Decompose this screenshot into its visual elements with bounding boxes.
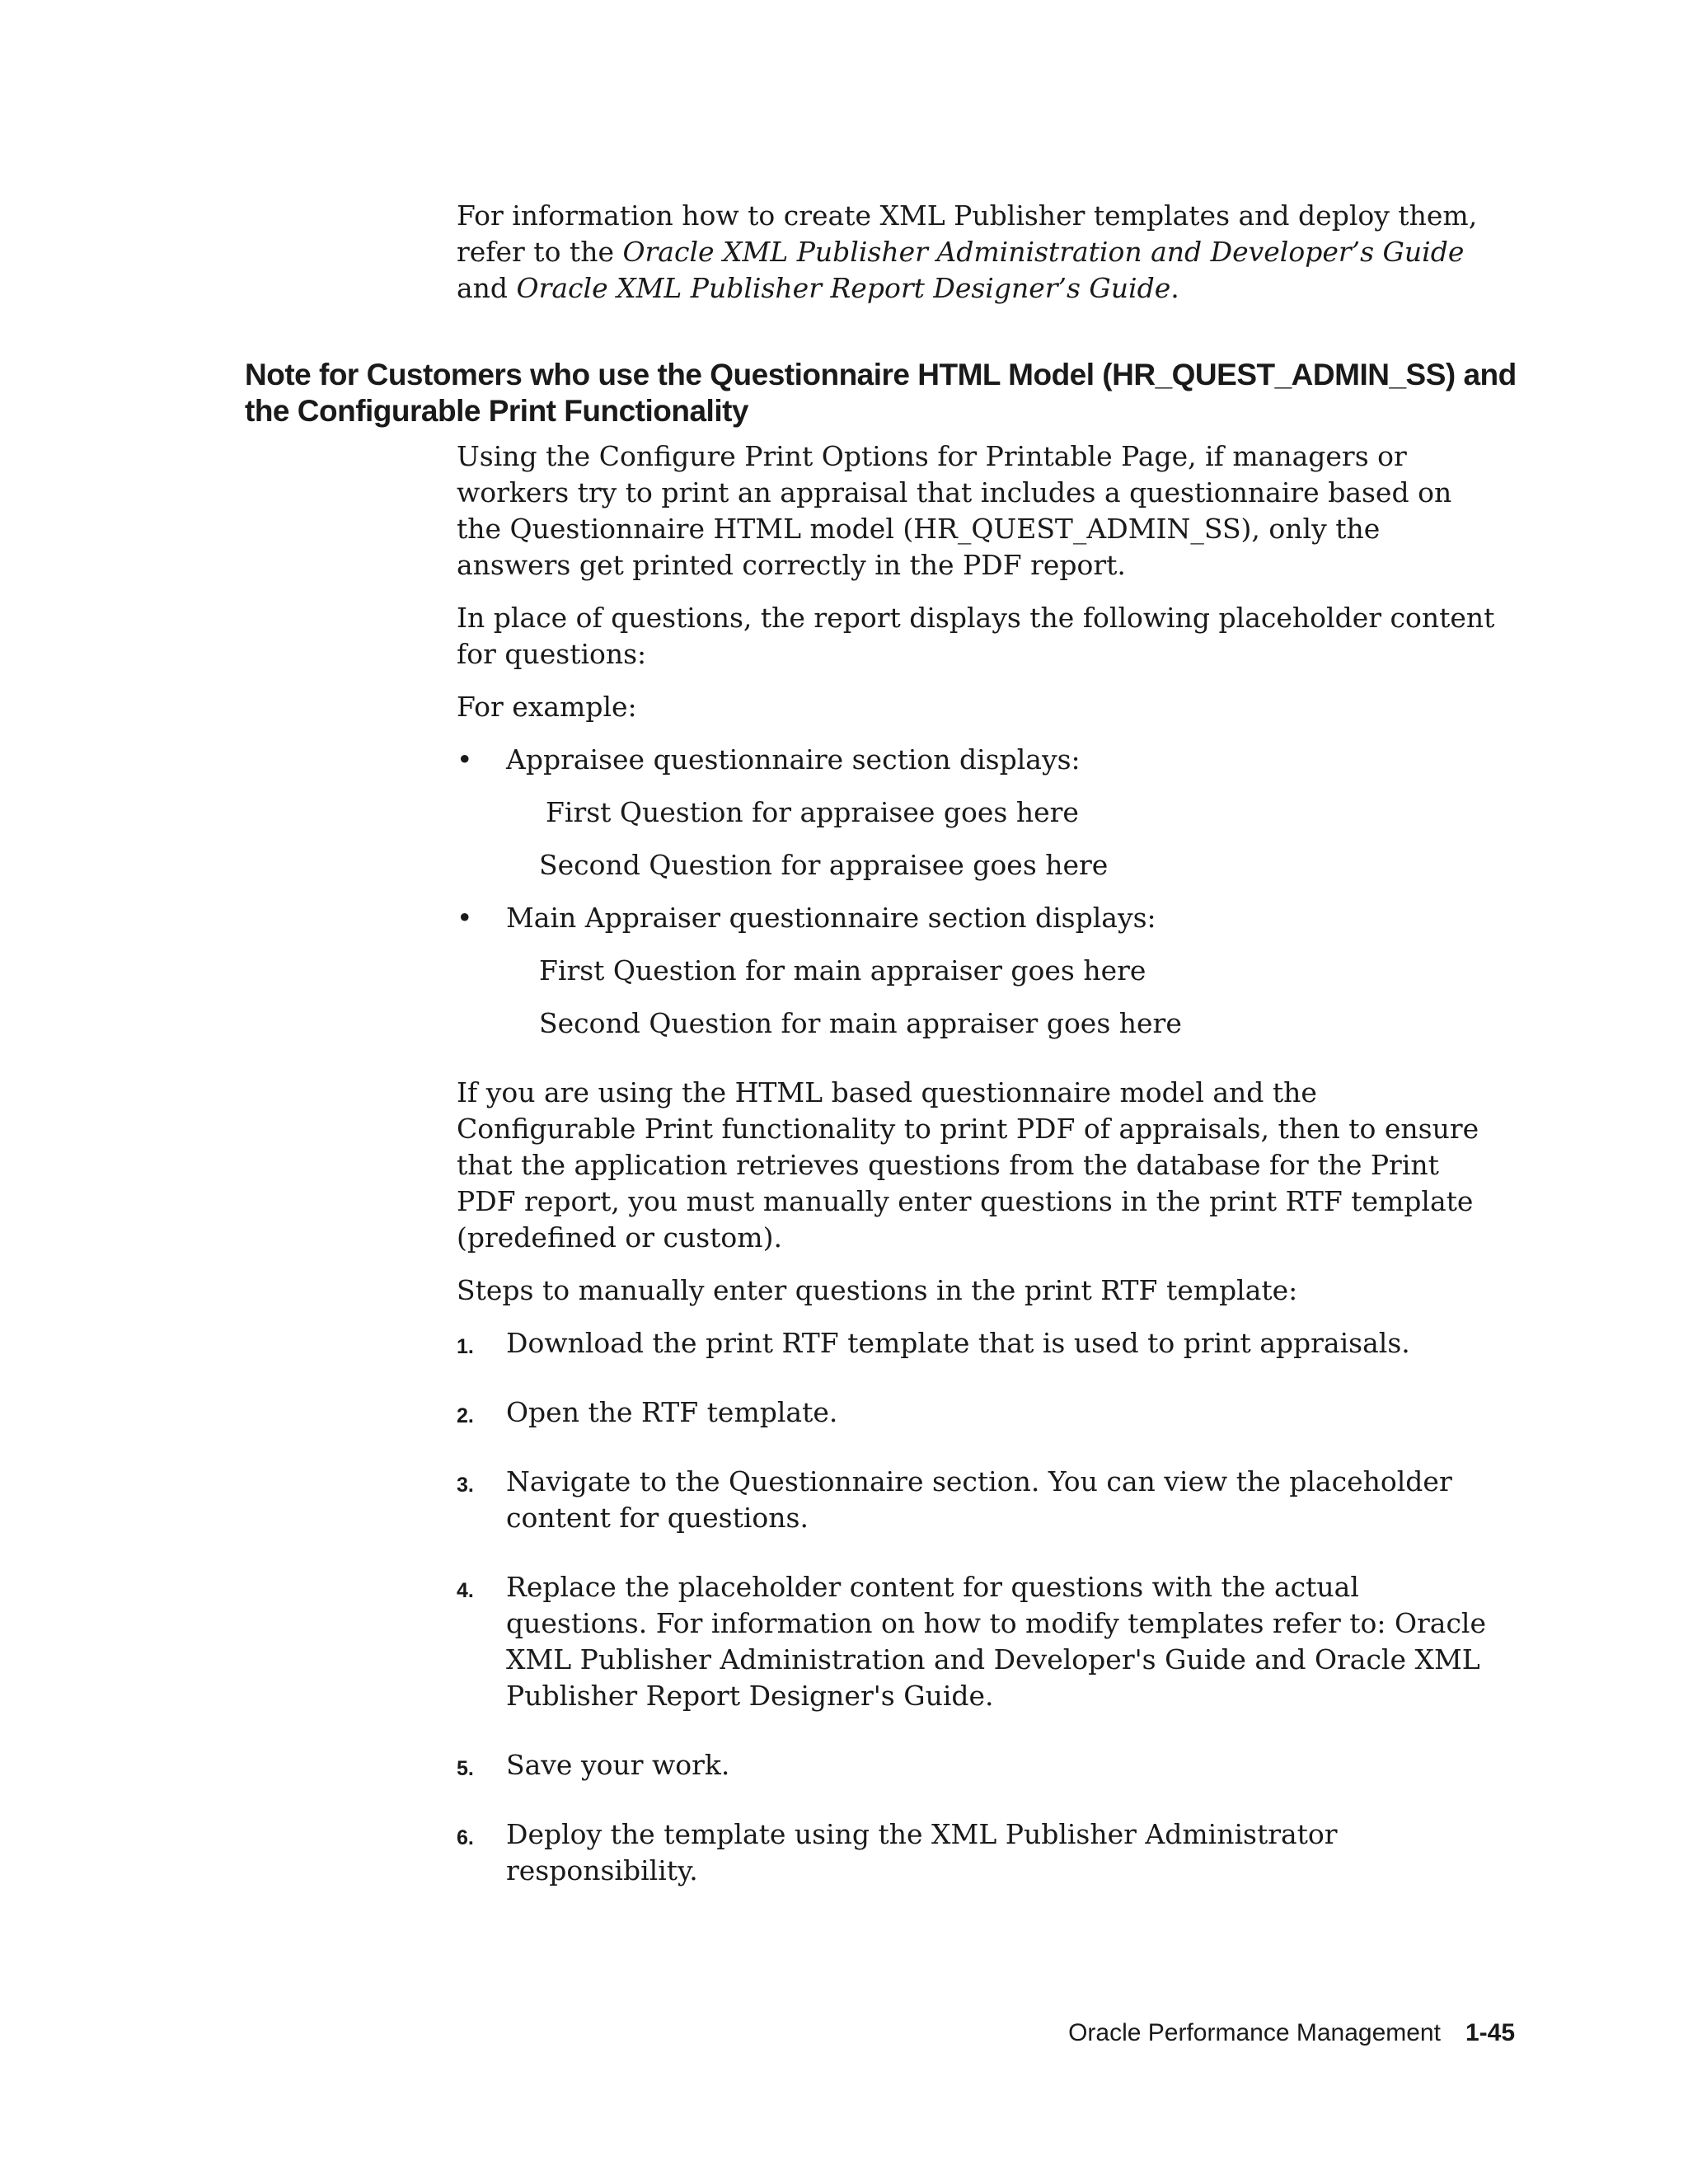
paragraph-steps-intro: Steps to manually enter questions in the print RTF template: — [457, 1274, 1298, 1306]
step-text: Open the RTF template. — [506, 1396, 838, 1428]
paragraph-configure-print: Using the Configure Print Options for Printable Page, if managers or workers try to print an appraisal that includes a questionnaire based on the Questionnaire HTML model (HR_QUEST_ADMIN_SS), only the answers get printed correctly in the PDF report. — [457, 440, 1452, 581]
appraisee-question-list — [506, 794, 1495, 883]
step-item — [457, 1816, 1495, 1889]
step-number: 5. — [457, 1757, 474, 1780]
intro-and: and — [457, 272, 517, 304]
main-appraiser-question-list — [506, 953, 1495, 1042]
list-item: Second Question for main appraiser goes here — [539, 1007, 1182, 1039]
list-item: First Question for appraisee goes here — [546, 796, 1079, 828]
step-item — [457, 1464, 1495, 1536]
bullet-label: Main Appraiser questionnaire section displays: — [506, 902, 1156, 934]
step-item — [457, 1394, 1495, 1431]
guide-title-admin: Oracle XML Publisher Administration and Developer’s Guide — [622, 236, 1465, 268]
steps-list — [457, 1325, 1495, 1889]
footer-book-title: Oracle Performance Management — [1068, 2019, 1441, 2046]
paragraph-example: For example: — [457, 691, 637, 723]
page-number: 1-45 — [1465, 2019, 1515, 2046]
step-number: 6. — [457, 1826, 474, 1849]
bullet-item-appraisee — [457, 742, 1495, 883]
guide-title-designer: Oracle XML Publisher Report Designer’s Guide — [516, 272, 1171, 304]
step-text: Deploy the template using the XML Publisher Administrator responsibility. — [506, 1818, 1338, 1886]
intro-period: . — [1170, 272, 1179, 304]
step-text: Replace the placeholder content for questions with the actual questions. For information on how to modify templates refer to: Oracle XML Publisher Administration and Developer's Guide and Oracle XML Publisher Report Designer's Guide. — [506, 1571, 1487, 1712]
intro-paragraph — [457, 198, 1495, 307]
bullet-marker: • — [457, 902, 473, 934]
section-body — [457, 438, 1495, 1922]
page-footer — [1068, 2019, 1515, 2047]
step-number: 3. — [457, 1474, 474, 1497]
step-number: 2. — [457, 1404, 474, 1427]
bullet-label: Appraisee questionnaire section displays: — [506, 743, 1081, 776]
example-bullet-list — [457, 742, 1495, 1042]
list-item: First Question for main appraiser goes here — [539, 954, 1146, 987]
list-item: Second Question for appraisee goes here — [539, 849, 1109, 881]
bullet-marker: • — [457, 743, 473, 776]
intro-text: For information how to create XML Publisher templates and deploy them, refer to the — [457, 199, 1478, 268]
step-item — [457, 1747, 1495, 1783]
step-number: 1. — [457, 1335, 474, 1358]
step-text: Navigate to the Questionnaire section. You can view the placeholder content for questions. — [506, 1465, 1452, 1534]
paragraph-html-model: If you are using the HTML based questionnaire model and the Configurable Print functionality to print PDF of appraisals, then to ensure that the application retrieves questions from the database for the Print PDF report, you must manually enter questions in the print RTF template (predefined or custom). — [457, 1076, 1479, 1254]
step-text: Download the print RTF template that is used to print appraisals. — [506, 1327, 1410, 1359]
step-number: 4. — [457, 1579, 474, 1602]
paragraph-placeholder: In place of questions, the report displays the following placeholder content for questions: — [457, 602, 1495, 670]
step-item — [457, 1569, 1495, 1714]
section-heading: Note for Customers who use the Questionnaire HTML Model (HR_QUEST_ADMIN_SS) and the Configurable Print Functionality — [245, 358, 1517, 428]
step-text: Save your work. — [506, 1749, 730, 1781]
step-item — [457, 1325, 1495, 1361]
bullet-item-main-appraiser — [457, 900, 1495, 1042]
